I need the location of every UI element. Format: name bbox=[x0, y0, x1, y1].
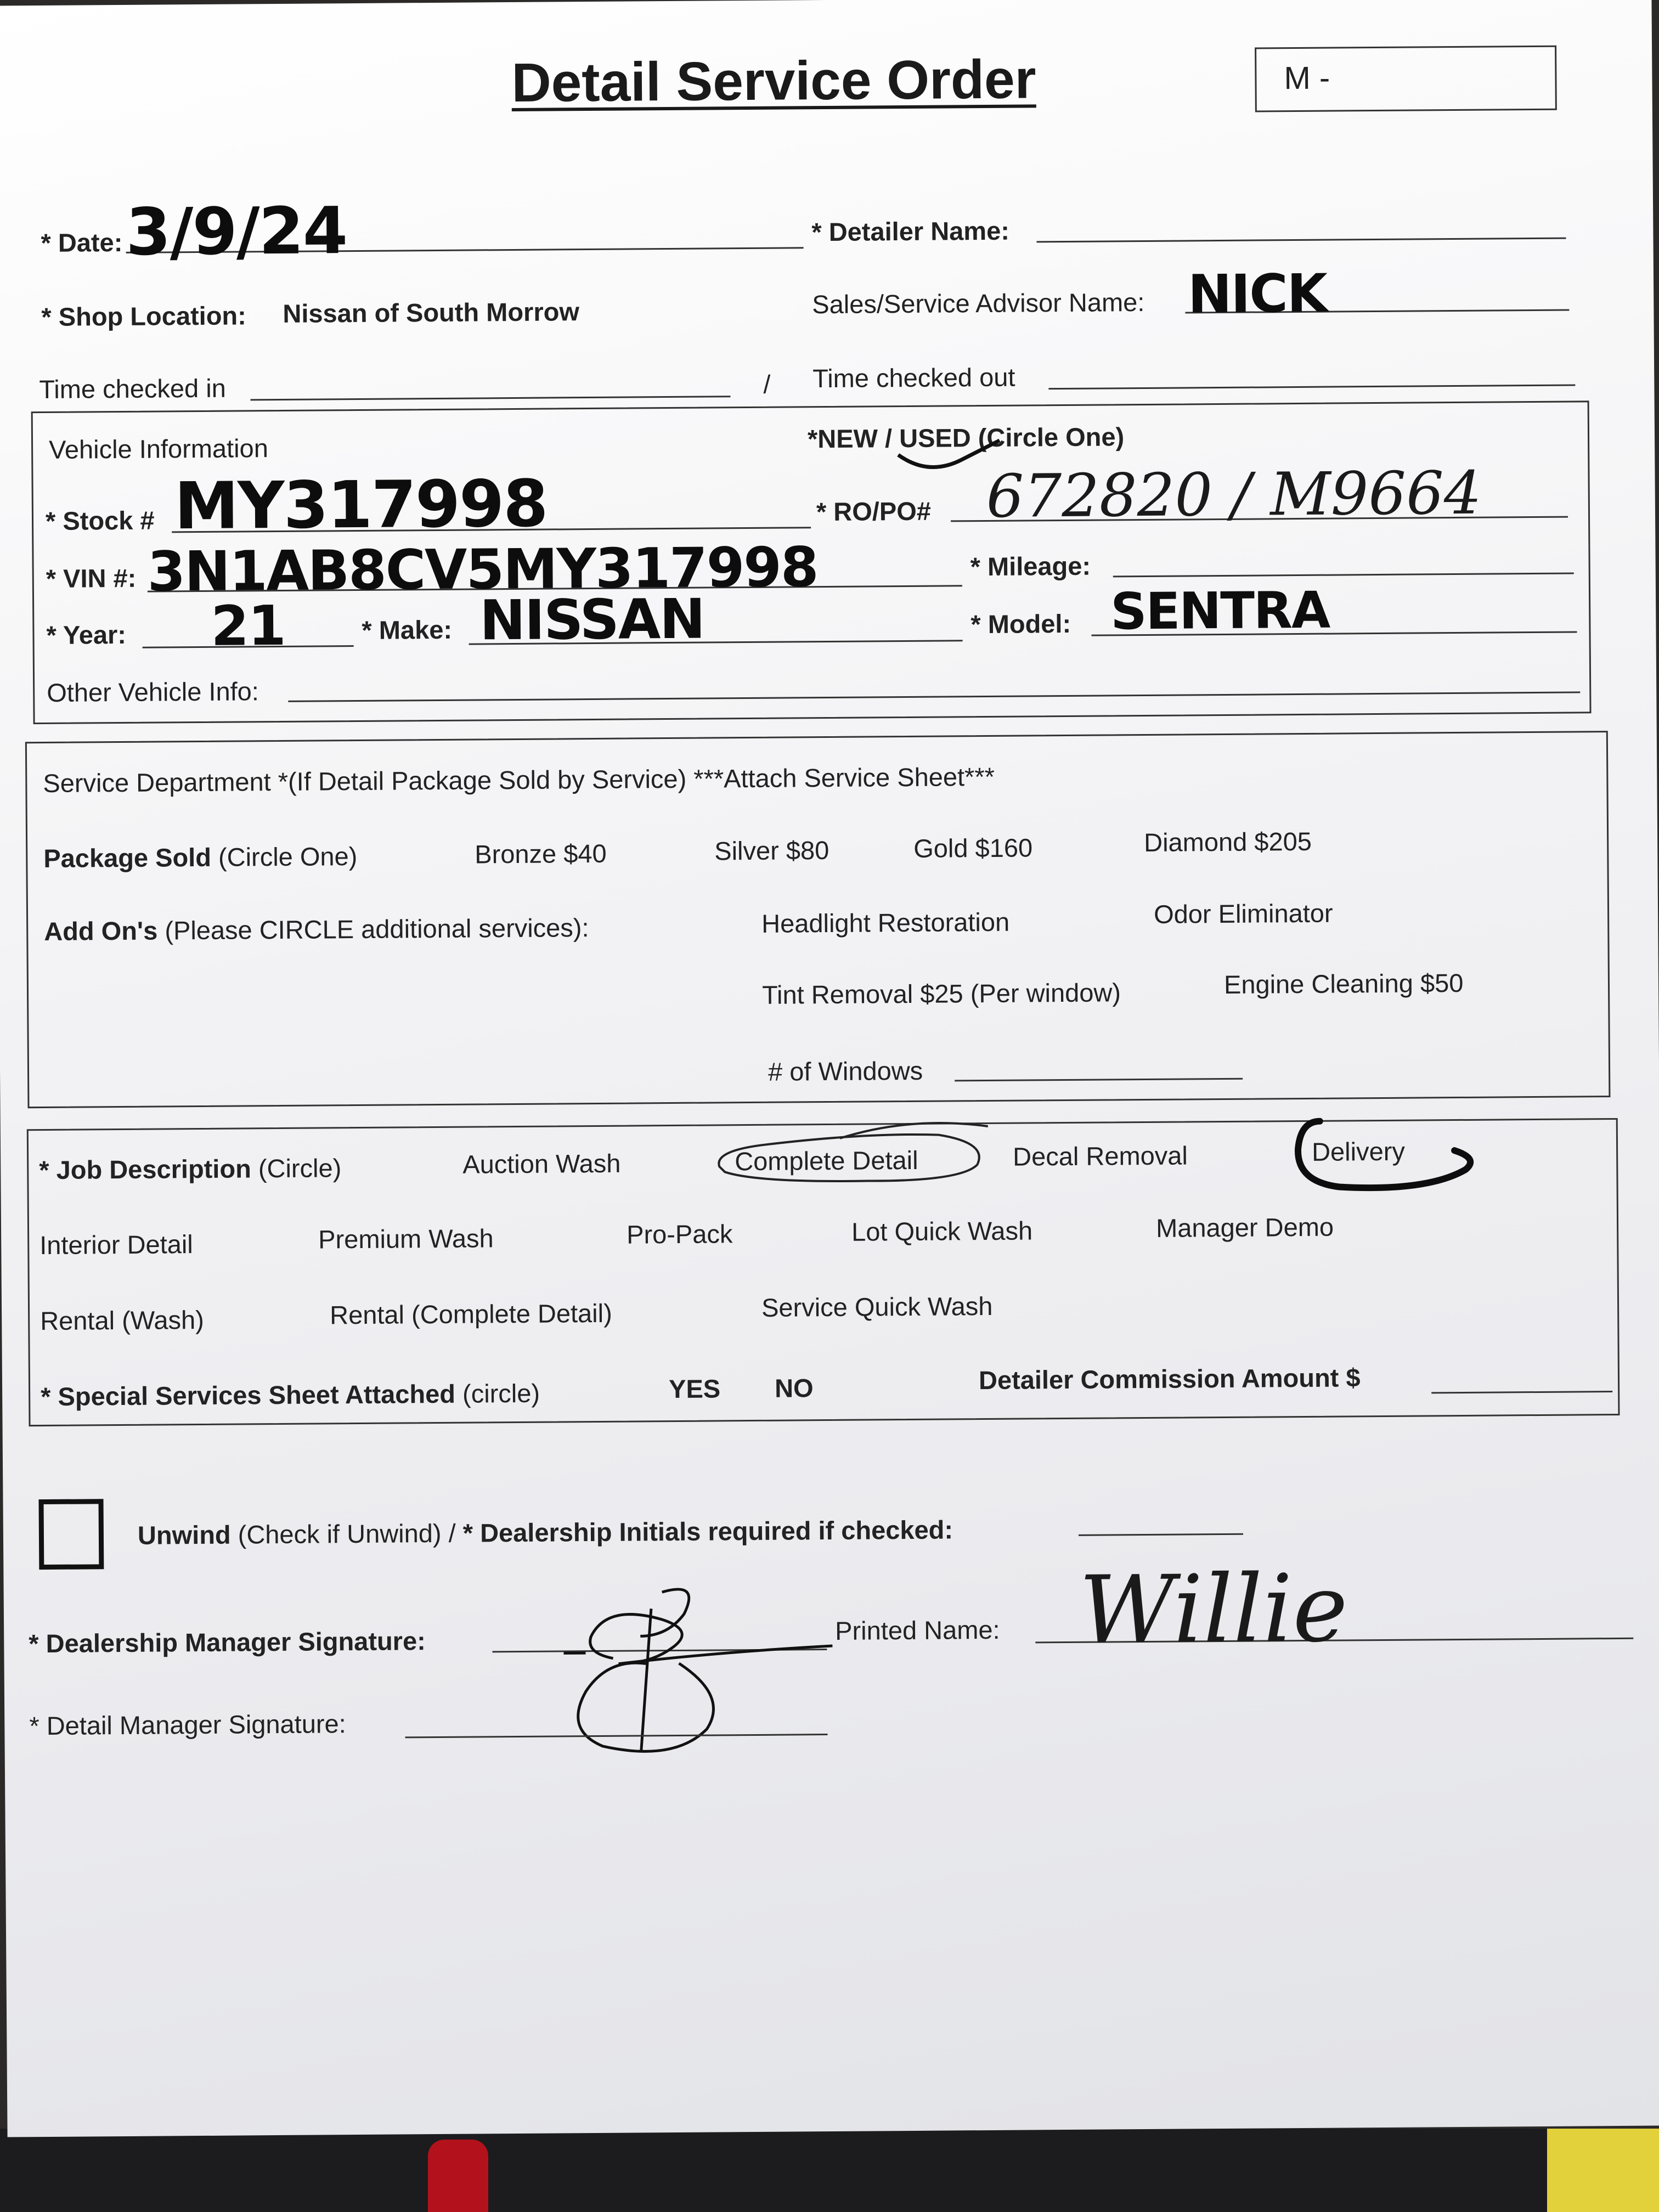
stock-value[interactable]: MY317998 bbox=[174, 465, 548, 544]
package-diamond[interactable]: Diamond $205 bbox=[1143, 826, 1312, 857]
ro-po-value[interactable]: 672820 / M9664 bbox=[986, 459, 1482, 531]
commission-label: Detailer Commission Amount $ bbox=[978, 1363, 1361, 1395]
service-dept-header: Service Department *(If Detail Package Sold by Service) ***Attach Service Sheet*** bbox=[43, 761, 995, 798]
job-complete-detail[interactable]: Complete Detail bbox=[735, 1145, 918, 1176]
shop-location-label: * Shop Location: bbox=[41, 301, 246, 331]
job-service-quick-wash[interactable]: Service Quick Wash bbox=[761, 1291, 993, 1322]
addon-headlight[interactable]: Headlight Restoration bbox=[761, 907, 1010, 938]
detailer-name-label: * Detailer Name: bbox=[811, 216, 1010, 247]
job-premium-wash[interactable]: Premium Wash bbox=[318, 1223, 494, 1254]
mileage-label: * Mileage: bbox=[970, 551, 1091, 582]
job-interior-detail[interactable]: Interior Detail bbox=[40, 1229, 193, 1260]
job-rental-complete[interactable]: Rental (Complete Detail) bbox=[329, 1298, 612, 1330]
delivery-circle-mark bbox=[1290, 1109, 1488, 1204]
new-used-label: *NEW / USED (Circle One) bbox=[807, 422, 1125, 454]
job-pro-pack[interactable]: Pro-Pack bbox=[626, 1219, 733, 1249]
job-lot-quick-wash[interactable]: Lot Quick Wash bbox=[851, 1216, 1033, 1246]
package-silver[interactable]: Silver $80 bbox=[714, 835, 830, 866]
date-value[interactable]: 3/9/24 bbox=[125, 193, 347, 270]
complete-detail-circle-mark bbox=[703, 1104, 1000, 1189]
form-title: Detail Service Order bbox=[511, 48, 1036, 114]
unwind-label: Unwind (Check if Unwind) / * Dealership Initials required if checked: bbox=[137, 1515, 953, 1550]
initials-line[interactable] bbox=[1079, 1533, 1243, 1536]
advisor-value[interactable]: NICK bbox=[1187, 262, 1327, 325]
photo-background bbox=[0, 2129, 1659, 2212]
unwind-checkbox[interactable] bbox=[38, 1499, 104, 1570]
windows-label: # of Windows bbox=[768, 1056, 923, 1086]
time-out-line[interactable] bbox=[1048, 384, 1575, 390]
yellow-object bbox=[1547, 2129, 1659, 2212]
vin-label: * VIN #: bbox=[46, 563, 137, 593]
red-object bbox=[428, 2140, 488, 2212]
printed-name-label: Printed Name: bbox=[835, 1615, 1000, 1645]
addons-label: Add On's (Please CIRCLE additional services): bbox=[44, 913, 589, 946]
package-gold[interactable]: Gold $160 bbox=[913, 833, 1033, 863]
detailer-name-line[interactable] bbox=[1037, 238, 1566, 243]
special-no[interactable]: NO bbox=[774, 1373, 814, 1403]
job-auction-wash[interactable]: Auction Wash bbox=[462, 1148, 621, 1179]
printed-name-value[interactable]: Willie bbox=[1079, 1554, 1348, 1665]
make-label: * Make: bbox=[362, 614, 453, 645]
vehicle-info-label: Vehicle Information bbox=[48, 433, 269, 464]
addon-odor[interactable]: Odor Eliminator bbox=[1153, 898, 1333, 929]
shop-location-value: Nissan of South Morrow bbox=[283, 297, 580, 328]
date-label: * Date: bbox=[41, 227, 123, 257]
dealership-signature-label: * Dealership Manager Signature: bbox=[29, 1626, 426, 1658]
package-sold-label: Package Sold (Circle One) bbox=[43, 841, 358, 873]
job-delivery[interactable]: Delivery bbox=[1311, 1136, 1406, 1166]
ro-po-label: * RO/PO# bbox=[816, 496, 932, 527]
dealership-signature-mark[interactable] bbox=[552, 1569, 860, 1769]
special-services-label: * Special Services Sheet Attached (circle) bbox=[40, 1378, 540, 1412]
time-separator: / bbox=[763, 369, 771, 399]
time-in-line[interactable] bbox=[250, 396, 730, 400]
advisor-label: Sales/Service Advisor Name: bbox=[812, 287, 1145, 319]
year-value[interactable]: 21 bbox=[210, 593, 285, 658]
m-number-box[interactable] bbox=[1255, 46, 1557, 112]
addon-tint[interactable]: Tint Removal $25 (Per window) bbox=[761, 978, 1121, 1009]
detail-manager-signature-label: * Detail Manager Signature: bbox=[29, 1709, 346, 1741]
addon-engine[interactable]: Engine Cleaning $50 bbox=[1223, 968, 1464, 999]
time-in-label: Time checked in bbox=[39, 373, 226, 404]
model-value[interactable]: SENTRA bbox=[1110, 580, 1330, 641]
make-value[interactable]: NISSAN bbox=[479, 586, 705, 653]
vin-value[interactable]: 3N1AB8CV5MY317998 bbox=[147, 535, 818, 604]
year-label: * Year: bbox=[46, 619, 127, 650]
stock-label: * Stock # bbox=[45, 505, 155, 535]
other-info-label: Other Vehicle Info: bbox=[47, 676, 259, 707]
job-manager-demo[interactable]: Manager Demo bbox=[1155, 1212, 1334, 1243]
m-number-label: M - bbox=[1284, 60, 1330, 97]
time-out-label: Time checked out bbox=[812, 362, 1015, 393]
job-description-label: * Job Description (Circle) bbox=[39, 1153, 342, 1185]
job-rental-wash[interactable]: Rental (Wash) bbox=[40, 1305, 205, 1336]
package-bronze[interactable]: Bronze $40 bbox=[475, 838, 607, 869]
model-label: * Model: bbox=[970, 608, 1071, 639]
job-decal-removal[interactable]: Decal Removal bbox=[1012, 1141, 1188, 1171]
special-yes[interactable]: YES bbox=[668, 1374, 721, 1404]
